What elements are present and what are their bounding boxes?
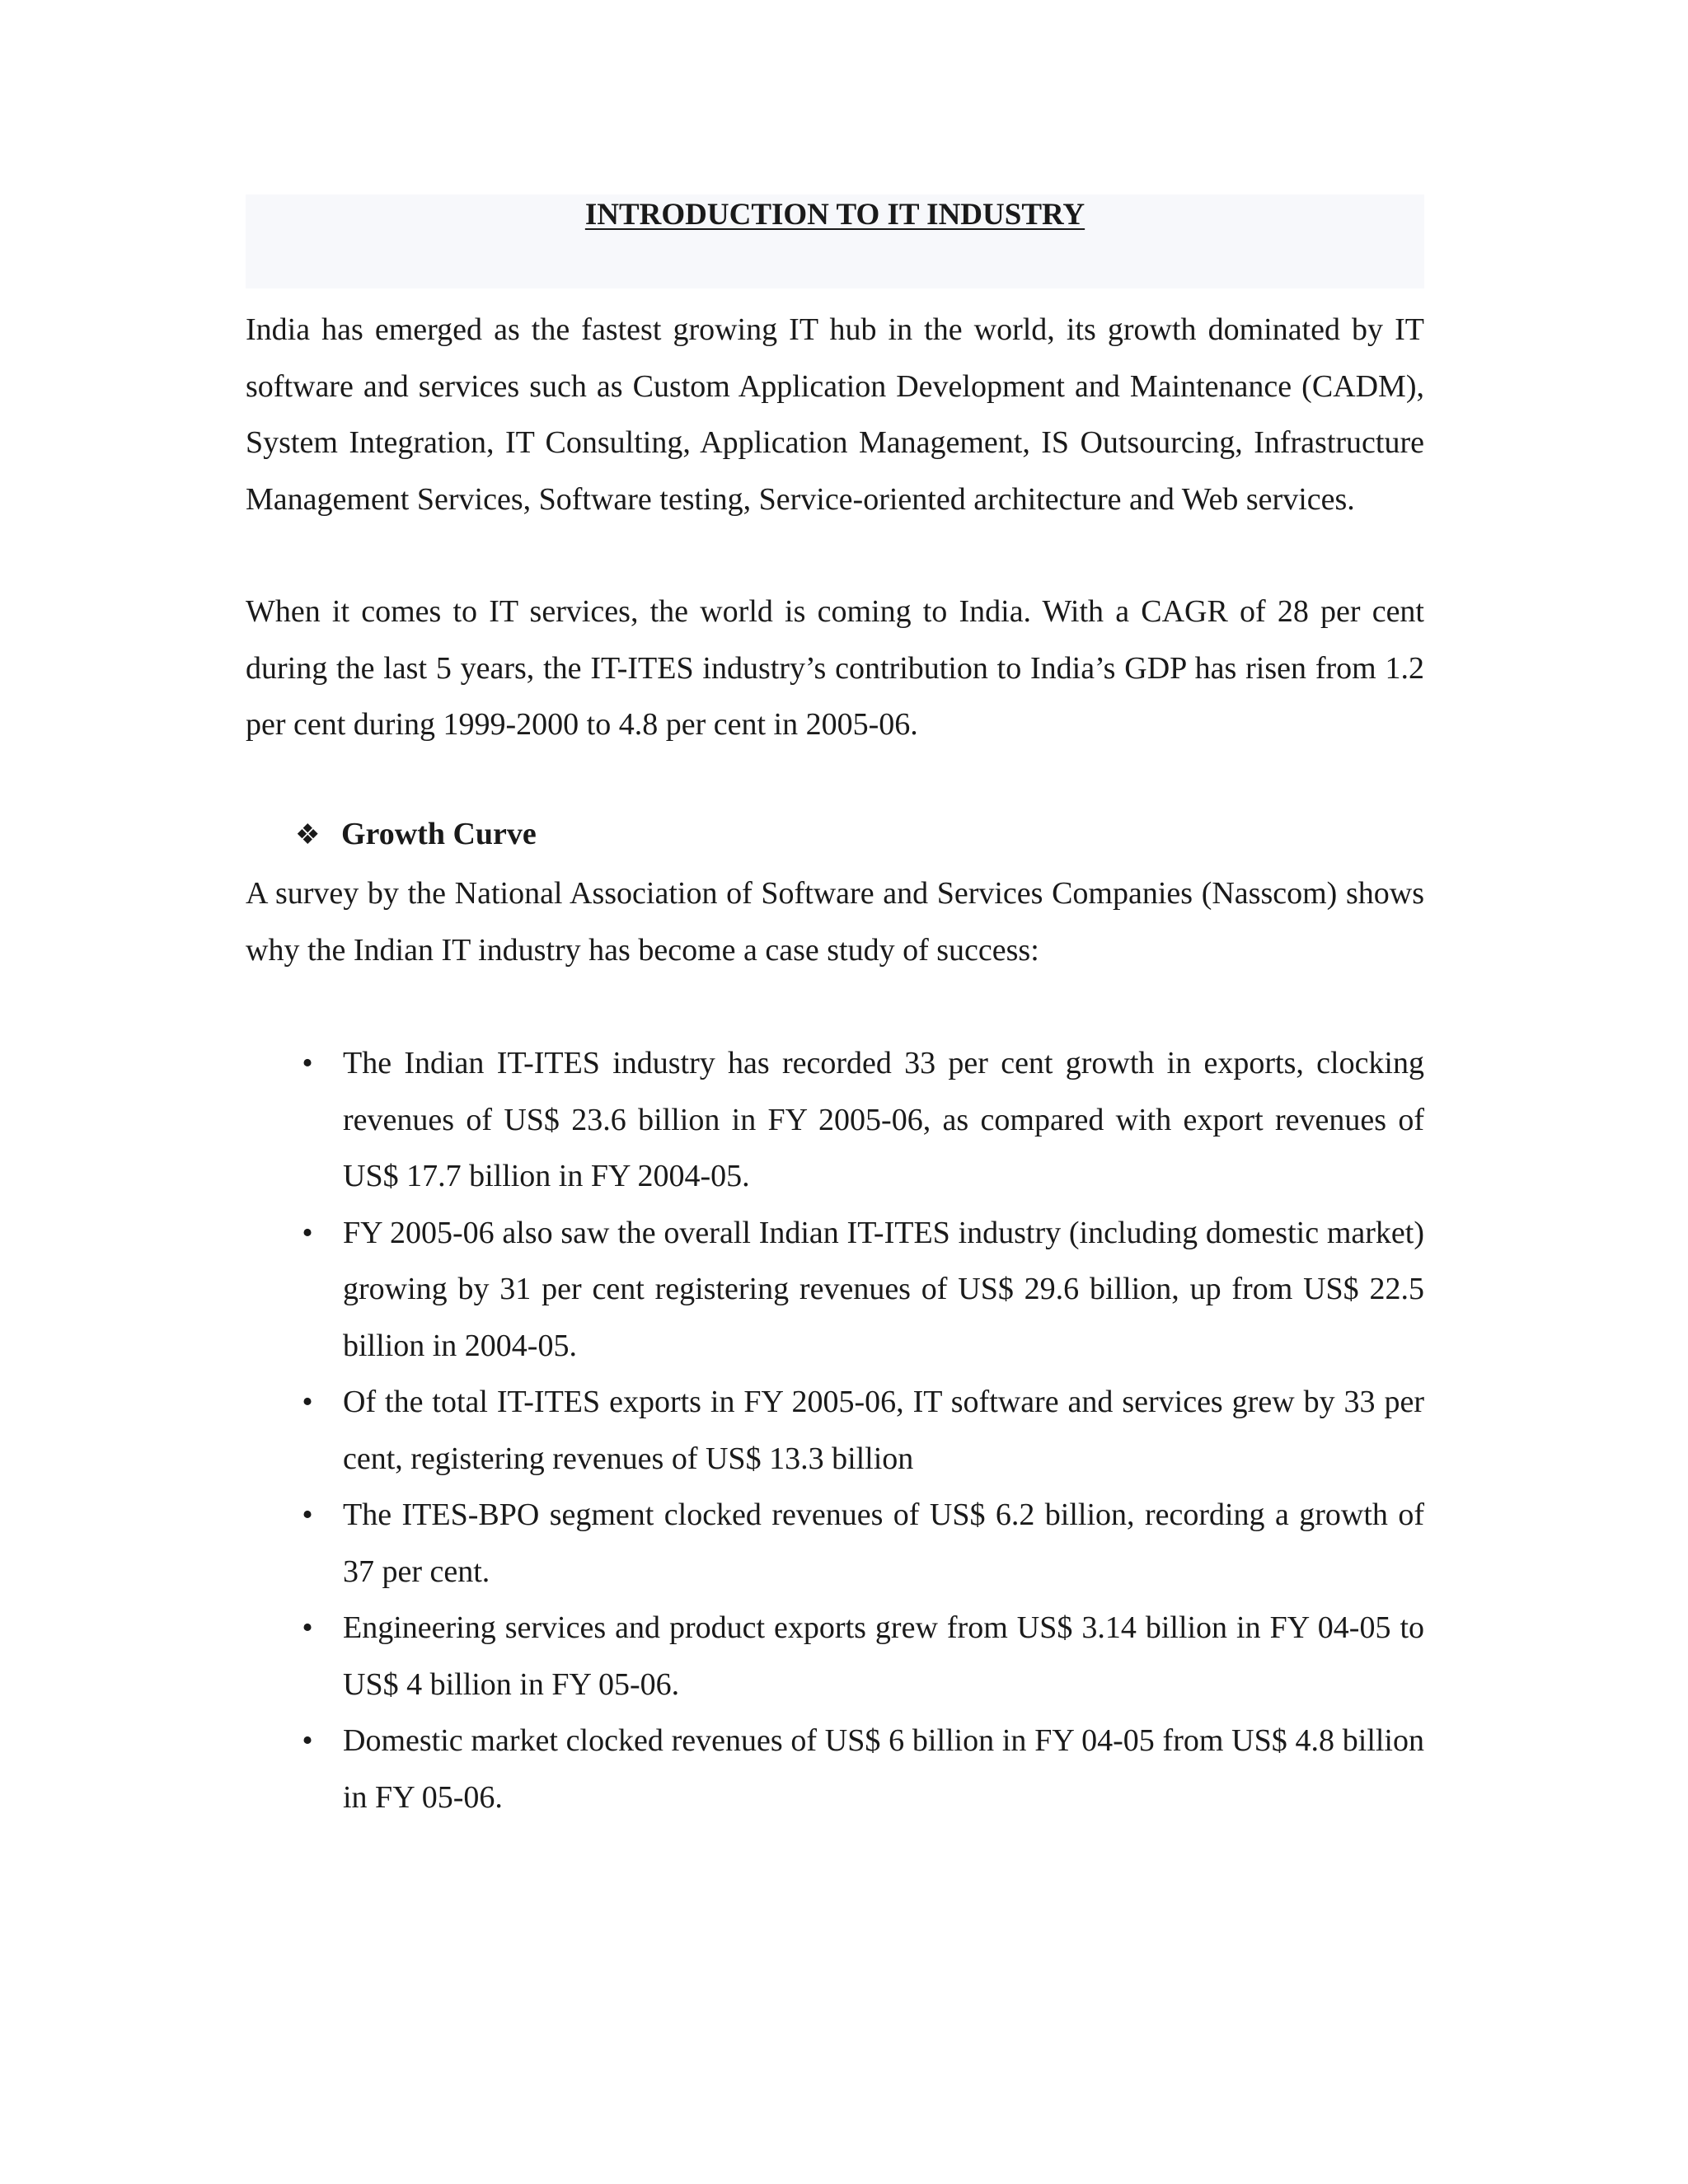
list-item-text: The Indian IT-ITES industry has recorded 33 per cent growth in exports, clocking revenues of US$ 23.6 billion in FY 2005-06, as compared with export revenues of US$ 17.7 billion in FY 2004-05. xyxy=(343,1046,1424,1193)
list-item-text: Engineering services and product exports grew from US$ 3.14 billion in FY 04-05 to US$ 4 billion in FY 05-06. xyxy=(343,1610,1424,1702)
list-item xyxy=(246,1205,1424,1375)
list-item xyxy=(246,1487,1424,1600)
list-item-text: Of the total IT-ITES exports in FY 2005-06, IT software and services grew by 33 per cent, registering revenues of US$ 13.3 billion xyxy=(343,1385,1424,1476)
list-item xyxy=(246,1035,1424,1205)
list-item xyxy=(246,1713,1424,1825)
bullet-list xyxy=(246,1035,1424,1825)
bullet-icon: • xyxy=(302,1385,313,1419)
bullet-icon: • xyxy=(302,1046,313,1080)
list-item-text: FY 2005-06 also saw the overall Indian IT-ITES industry (including domestic market) growing by 31 per cent registering revenues of US$ 29.6 billion, up from US$ 22.5 billion in 2004-05. xyxy=(343,1215,1424,1363)
list-item-text: The ITES-BPO segment clocked revenues of US$ 6.2 billion, recording a growth of 37 per cent. xyxy=(343,1497,1424,1589)
section-heading xyxy=(295,806,537,865)
list-item xyxy=(246,1374,1424,1487)
list-item xyxy=(246,1600,1424,1713)
bullet-icon: • xyxy=(302,1497,313,1532)
bullet-icon: • xyxy=(302,1215,313,1250)
bullet-icon: • xyxy=(302,1610,313,1645)
services-paragraph: When it comes to IT services, the world is coming to India. With a CAGR of 28 per cent during the last 5 years, the IT-ITES industry’s contribution to India’s GDP has risen from 1.2 per cent during 1999-2000 to 4.8 per cent in 2005-06. xyxy=(246,594,1424,742)
section-heading-text: Growth Curve xyxy=(341,817,537,851)
diamond-bullet-icon: ❖ xyxy=(295,820,321,851)
document-title: INTRODUCTION TO IT INDUSTRY xyxy=(584,198,1085,232)
list-item-text: Domestic market clocked revenues of US$ 6 billion in FY 04-05 from US$ 4.8 billion in FY 05-06. xyxy=(343,1723,1424,1815)
section-intro: A survey by the National Association of Software and Services Companies (Nasscom) shows why the Indian IT industry has become a case study of success: xyxy=(246,876,1424,968)
bullet-icon: • xyxy=(302,1723,313,1758)
intro-paragraph: India has emerged as the fastest growing IT hub in the world, its growth dominated by IT software and services such as Custom Application Development and Maintenance (CADM), System Integration, IT Consulting, Application Management, IS Outsourcing, Infrastructure Management Services, Software testing, Service-oriented architecture and Web services. xyxy=(246,312,1424,517)
